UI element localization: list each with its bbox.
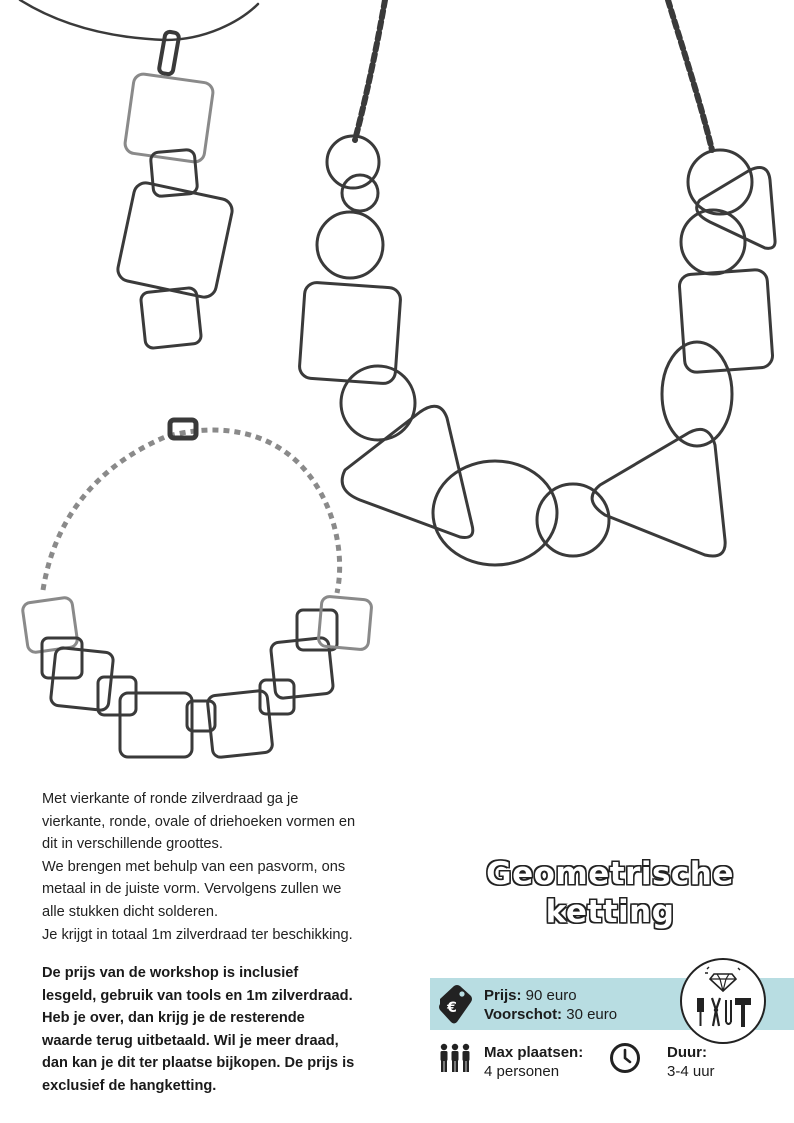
price-tag-euro-icon bbox=[436, 983, 474, 1025]
description-line: We brengen met behulp van een pasvorm, ons bbox=[42, 858, 346, 875]
people-group-icon bbox=[438, 1043, 472, 1073]
title-line-1: Geometrische bbox=[486, 856, 734, 892]
duration-label: Duur: bbox=[667, 1044, 707, 1061]
description-line: metaal in de juiste vorm. Vervolgens zullen we bbox=[42, 881, 342, 898]
description-line: vierkante, ronde, ovale of driehoeken vormen en bbox=[42, 813, 356, 830]
jewelry-tools-icon bbox=[680, 958, 766, 1044]
deposit-label: Voorschot: bbox=[484, 1006, 563, 1023]
description-line: dit in verschillende groottes. bbox=[42, 836, 223, 853]
price-details bbox=[42, 962, 394, 1098]
places-value: 4 personen bbox=[484, 1063, 560, 1080]
page-title bbox=[455, 855, 765, 931]
description-line: Je krijgt in totaal 1m zilverdraad ter beschikking. bbox=[42, 926, 353, 943]
price-details-line: waarde terug uitbetaald. Wil je meer draad, bbox=[42, 1032, 339, 1049]
price-details-line: exclusief de hangketting. bbox=[42, 1077, 217, 1094]
duration-info bbox=[667, 1043, 715, 1081]
workshop-description bbox=[42, 788, 394, 946]
svg-text:€: € bbox=[447, 1000, 457, 1016]
places-label: Max plaatsen: bbox=[484, 1044, 584, 1061]
price-value: 90 euro bbox=[521, 987, 577, 1004]
price-info bbox=[484, 986, 617, 1024]
square-link-necklace-image bbox=[15, 415, 390, 770]
places-info bbox=[484, 1043, 583, 1081]
clock-icon bbox=[609, 1042, 641, 1074]
duration-value: 3-4 uur bbox=[667, 1063, 715, 1080]
description-line: Met vierkante of ronde zilverdraad ga je bbox=[42, 791, 299, 807]
price-details-line: lesgeld, gebruik van tools en 1m zilverdraad. bbox=[42, 987, 353, 1004]
description-line: alle stukken dicht solderen. bbox=[42, 903, 219, 920]
deposit-value: 30 euro bbox=[562, 1006, 618, 1023]
price-label: Prijs: bbox=[484, 987, 522, 1004]
price-details-line: Heb je over, dan krijg je de resterende bbox=[42, 1010, 305, 1027]
title-line-2: ketting bbox=[545, 894, 675, 930]
pendant-necklace-image bbox=[0, 0, 260, 360]
price-details-line: De prijs van de workshop is inclusief bbox=[42, 965, 299, 981]
price-details-line: dan kan je dit ter plaatse bijkopen. De prijs is bbox=[42, 1055, 355, 1072]
